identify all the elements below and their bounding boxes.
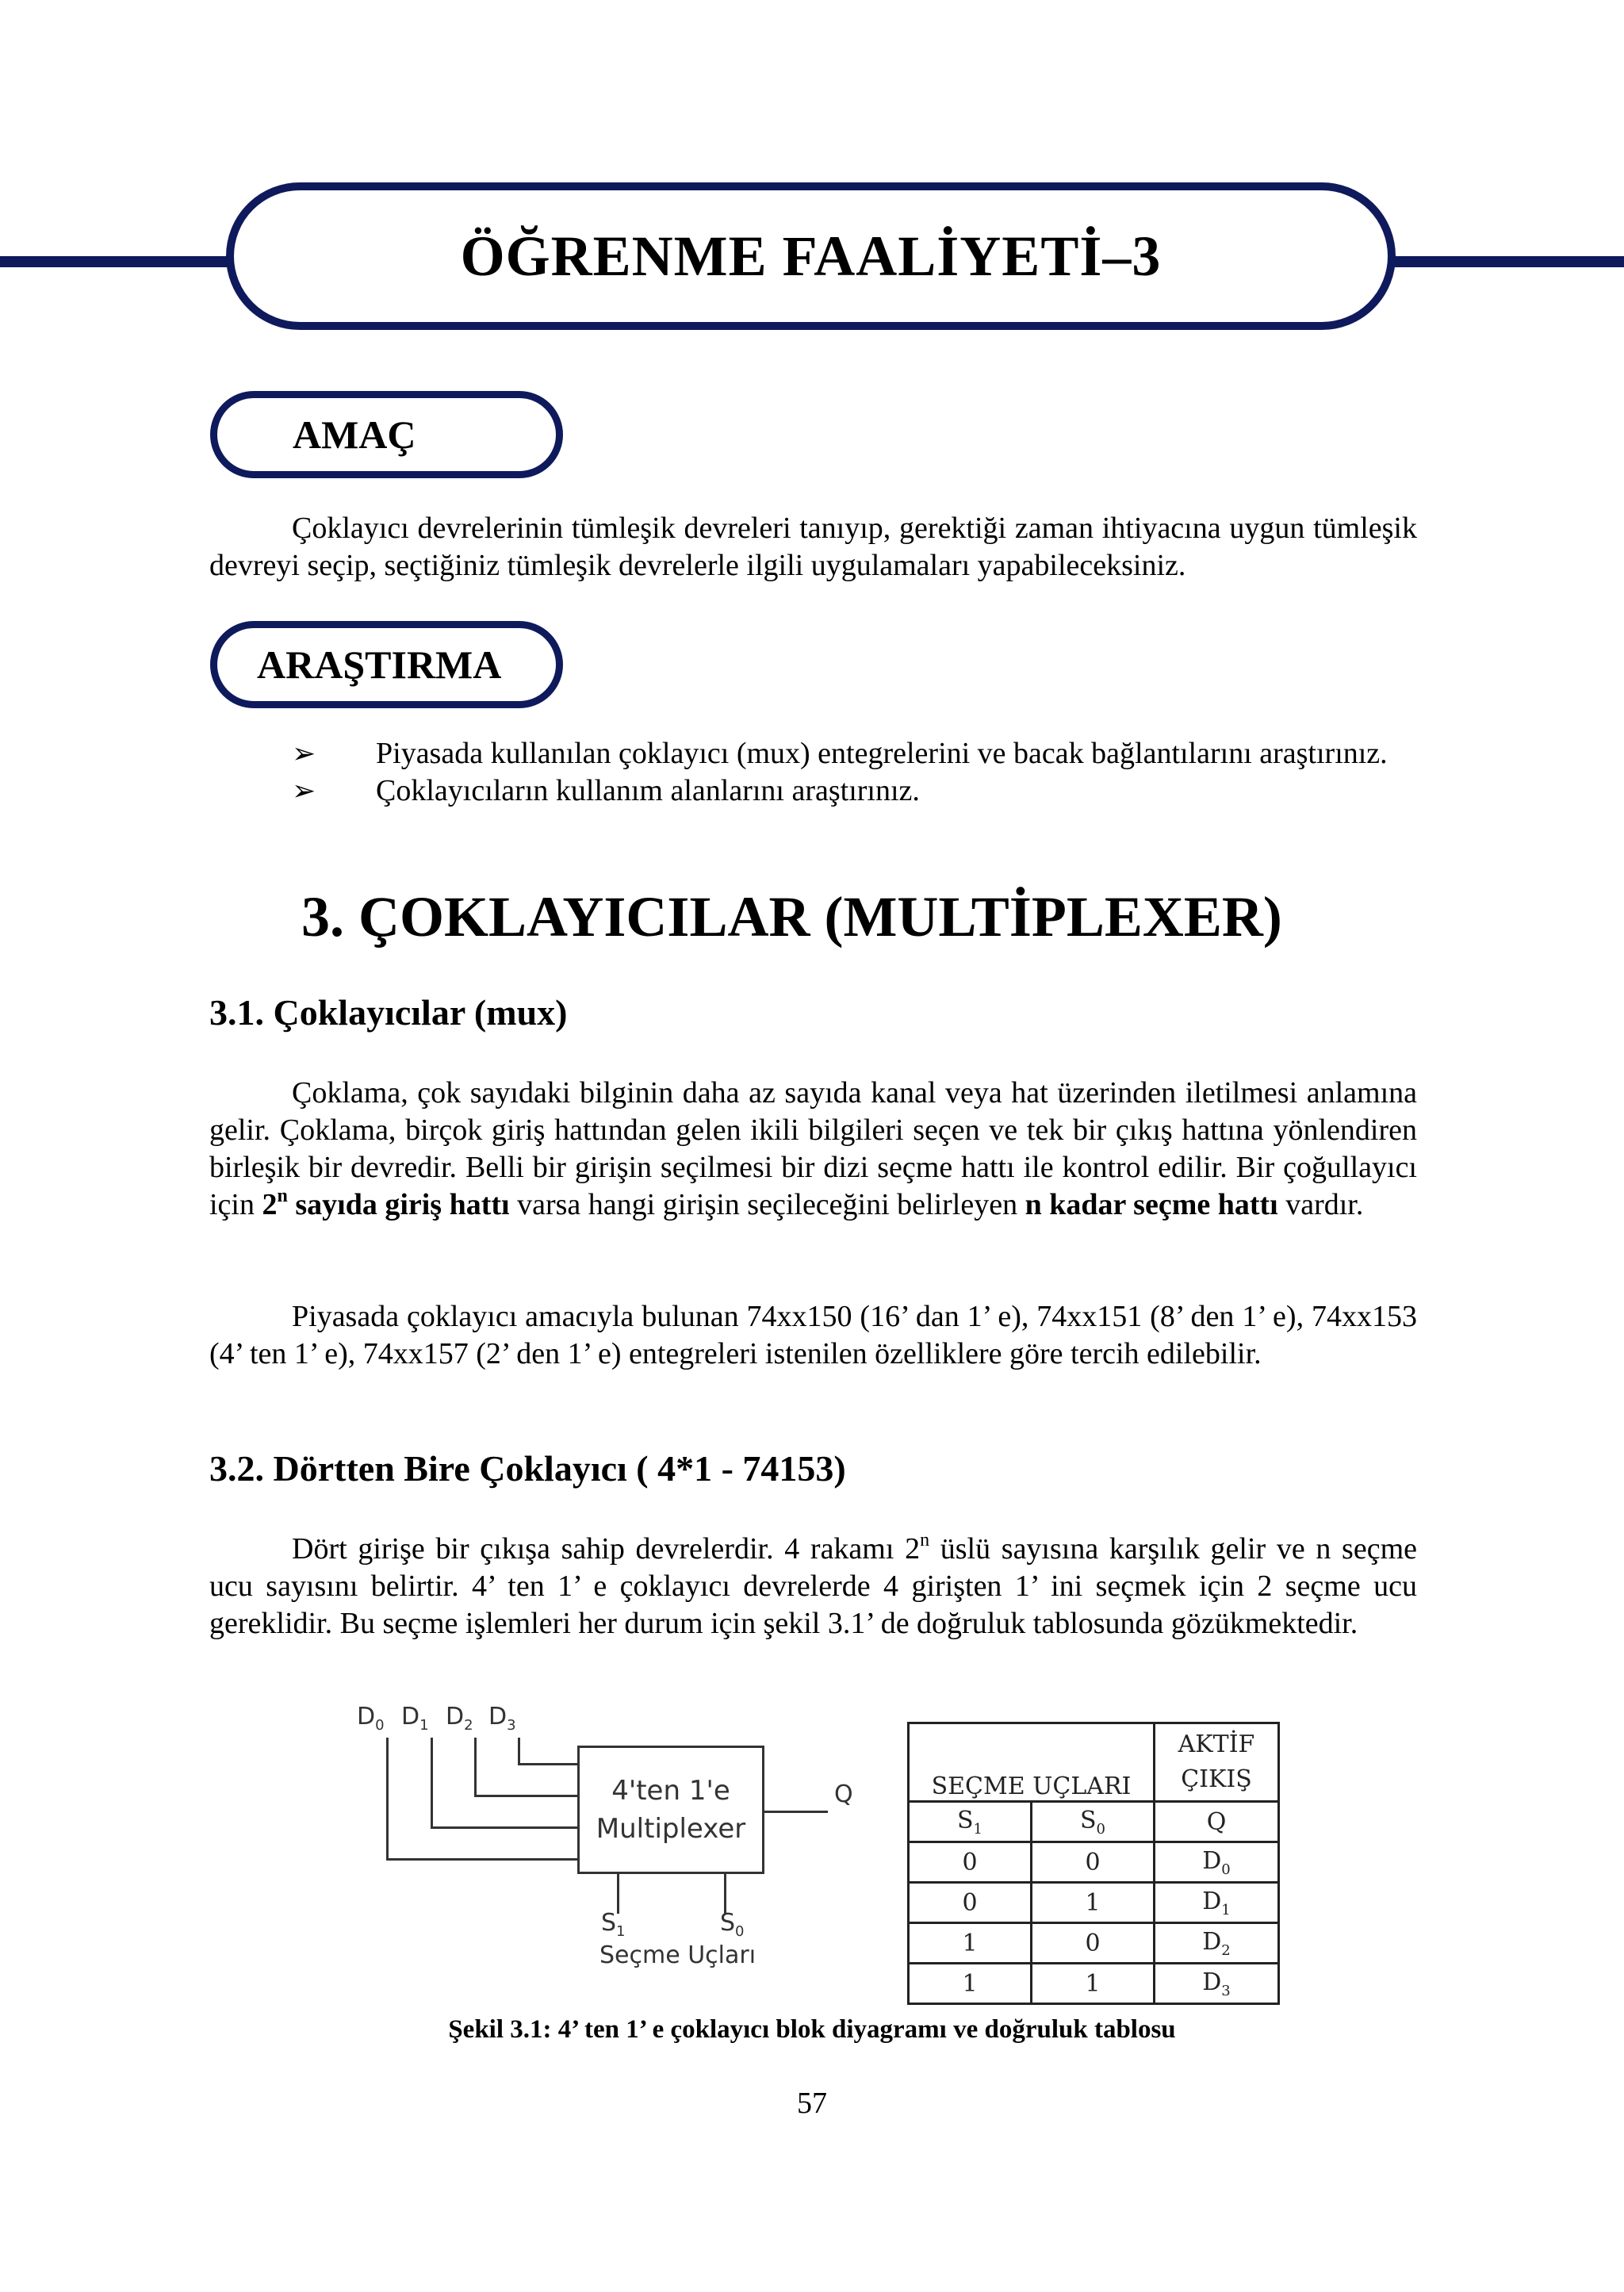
select-label-s0: $S_0$ (720, 1909, 745, 1940)
arastirma-label: ARAŞTIRMA (257, 642, 502, 687)
list-item-text: Piyasada kullanılan çoklayıcı (mux) entegrelerini ve bacak bağlantılarını araştırınız. (376, 737, 1388, 770)
wire-d3-horizontal (518, 1763, 577, 1765)
table-row (909, 1964, 1279, 2004)
wire-d3-vertical (518, 1738, 520, 1765)
sub1-p1-bold-rest: sayıda giriş hattı (287, 1188, 510, 1221)
input-label-d3: $D_3$ (488, 1703, 516, 1734)
wire-d1-horizontal (431, 1826, 577, 1829)
table-header-active: AKTİF ÇIKIŞ (1155, 1723, 1279, 1802)
arrow-bullet-icon: ➢ (292, 738, 316, 769)
sub1-p1-text-e: vardır. (1277, 1188, 1364, 1221)
amac-paragraph (209, 510, 1417, 584)
wire-s0 (724, 1874, 726, 1914)
wire-s1 (617, 1874, 619, 1914)
mux-box-line-1: 4'ten 1'e (611, 1775, 730, 1807)
activity-title: ÖĞRENME FAALİYETİ–3 (460, 224, 1162, 288)
table-cell: 0 (909, 1883, 1032, 1923)
list-item-text: Çoklayıcıların kullanım alanlarını araştırınız. (376, 774, 920, 807)
table-cell: 1 (1032, 1964, 1155, 2004)
sub1-p1-power-base: 2 (262, 1188, 278, 1221)
mux-box (577, 1746, 764, 1874)
sub1-p1-text-c: varsa hangi girişin seçileceğini belirleyen (509, 1188, 1025, 1221)
table-cell: 0 (1032, 1923, 1155, 1964)
page-number: 57 (797, 2087, 827, 2120)
sub2-p1-text-b: üslü sayısına karşılık gelir ve n seçme ucu sayısını belirtir. 4’ ten 1’ e çoklayıcı devrelerde 4 girişten 1’ ini seçmek için 2 seçme ucu gereklidir. Bu seçme işlemleri her durum için şekil 3.1’ de doğruluk tablosunda gözükmektedir. (209, 1532, 1417, 1640)
wire-d2-vertical (474, 1738, 477, 1796)
amac-label: AMAÇ (293, 412, 416, 457)
sub2-p1-text-a: Dört girişe bir çıkışa sahip devrelerdir. 4 rakamı 2 (292, 1532, 921, 1566)
table-col-s0: $S_0$ (1032, 1802, 1155, 1842)
wire-d0-horizontal (386, 1858, 577, 1861)
sub1-paragraph-1 (209, 1075, 1417, 1224)
list-item (292, 735, 1418, 772)
activity-banner (226, 182, 1396, 330)
subsection-title-1: 3.1. Çoklayıcılar (mux) (209, 992, 568, 1033)
sub1-p2-text: Piyasada çoklayıcı amacıyla bulunan 74xx150 (16’ dan 1’ e), 74xx151 (8’ den 1’ e), 74xx153 (4’ ten 1’ e), 74xx157 (2’ den 1’ e) entegreleri istenilen özelliklere göre tercih edilebilir. (209, 1300, 1417, 1370)
select-lines-label: Seçme Uçları (599, 1941, 756, 1969)
wire-d0-vertical (386, 1738, 389, 1860)
table-row (909, 1883, 1279, 1923)
table-row (909, 1802, 1279, 1842)
amac-text: Çoklayıcı devrelerinin tümleşik devreleri tanıyıp, gerektiği zaman ihtiyacına uygun tümleşik devreyi seçip, seçtiğiniz tümleşik devrelerle ilgili uygulamaları yapabileceksiniz. (209, 512, 1417, 582)
arastirma-list (292, 735, 1418, 810)
table-row (909, 1842, 1279, 1883)
wire-d2-horizontal (474, 1795, 577, 1797)
sub1-p1-text-a: Çoklama, çok sayıdaki bilginin daha az sayıda kanal veya hat üzerinden iletilmesi anlamına gelir. Çoklama, birçok giriş hattından gelen ikili bilgileri seçen ve tek bir çıkış hattına yönlendiren birleşik bir devredir. Belli bir girişin seçilmesi bir dizi seçme hattı ile kontrol edilir. Bir çoğullayıcı için (209, 1076, 1417, 1221)
table-col-q: Q (1155, 1802, 1279, 1842)
input-label-d2: $D_2$ (446, 1703, 473, 1734)
sub2-paragraph-1 (209, 1531, 1417, 1642)
sub1-p1-bold-a (262, 1188, 509, 1221)
sub1-p1-bold-d: n kadar seçme hattı (1025, 1188, 1278, 1221)
table-header-select: SEÇME UÇLARI (909, 1723, 1155, 1802)
output-label-q: Q (834, 1780, 853, 1808)
truth-table (907, 1722, 1280, 2005)
section-title: 3. ÇOKLAYICILAR (MULTİPLEXER) (301, 885, 1282, 949)
table-cell: 1 (909, 1964, 1032, 2004)
header-line-left (0, 256, 238, 267)
wire-d1-vertical (431, 1738, 433, 1828)
table-cell: 0 (1032, 1842, 1155, 1883)
table-cell: $D_2$ (1155, 1923, 1279, 1964)
select-label-s1: $S_1$ (601, 1909, 626, 1940)
table-cell: 1 (1032, 1883, 1155, 1923)
arastirma-label-box (210, 621, 563, 708)
sub1-p1-power-exp: n (277, 1186, 288, 1206)
mux-block-diagram (349, 1703, 864, 1987)
input-label-d1: $D_1$ (401, 1703, 429, 1734)
table-cell: $D_1$ (1155, 1883, 1279, 1923)
sub2-p1-power-exp: n (920, 1530, 930, 1550)
figure-caption: Şekil 3.1: 4’ ten 1’ e çoklayıcı blok diyagramı ve doğruluk tablosu (448, 2015, 1176, 2044)
table-cell: 1 (909, 1923, 1032, 1964)
subsection-title-2: 3.2. Dörtten Bire Çoklayıcı ( 4*1 - 74153) (209, 1448, 846, 1489)
table-row (909, 1923, 1279, 1964)
arrow-bullet-icon: ➢ (292, 775, 316, 807)
input-label-d0: $D_0$ (357, 1703, 385, 1734)
table-cell: 0 (909, 1842, 1032, 1883)
table-cell: $D_3$ (1155, 1964, 1279, 2004)
list-item (292, 772, 1418, 810)
amac-label-box (210, 391, 563, 478)
table-cell: $D_0$ (1155, 1842, 1279, 1883)
sub1-paragraph-2 (209, 1298, 1417, 1373)
header-line-right (1392, 256, 1624, 267)
table-col-s1: $S_1$ (909, 1802, 1032, 1842)
mux-box-line-2: Multiplexer (596, 1813, 746, 1845)
wire-output (764, 1811, 828, 1813)
